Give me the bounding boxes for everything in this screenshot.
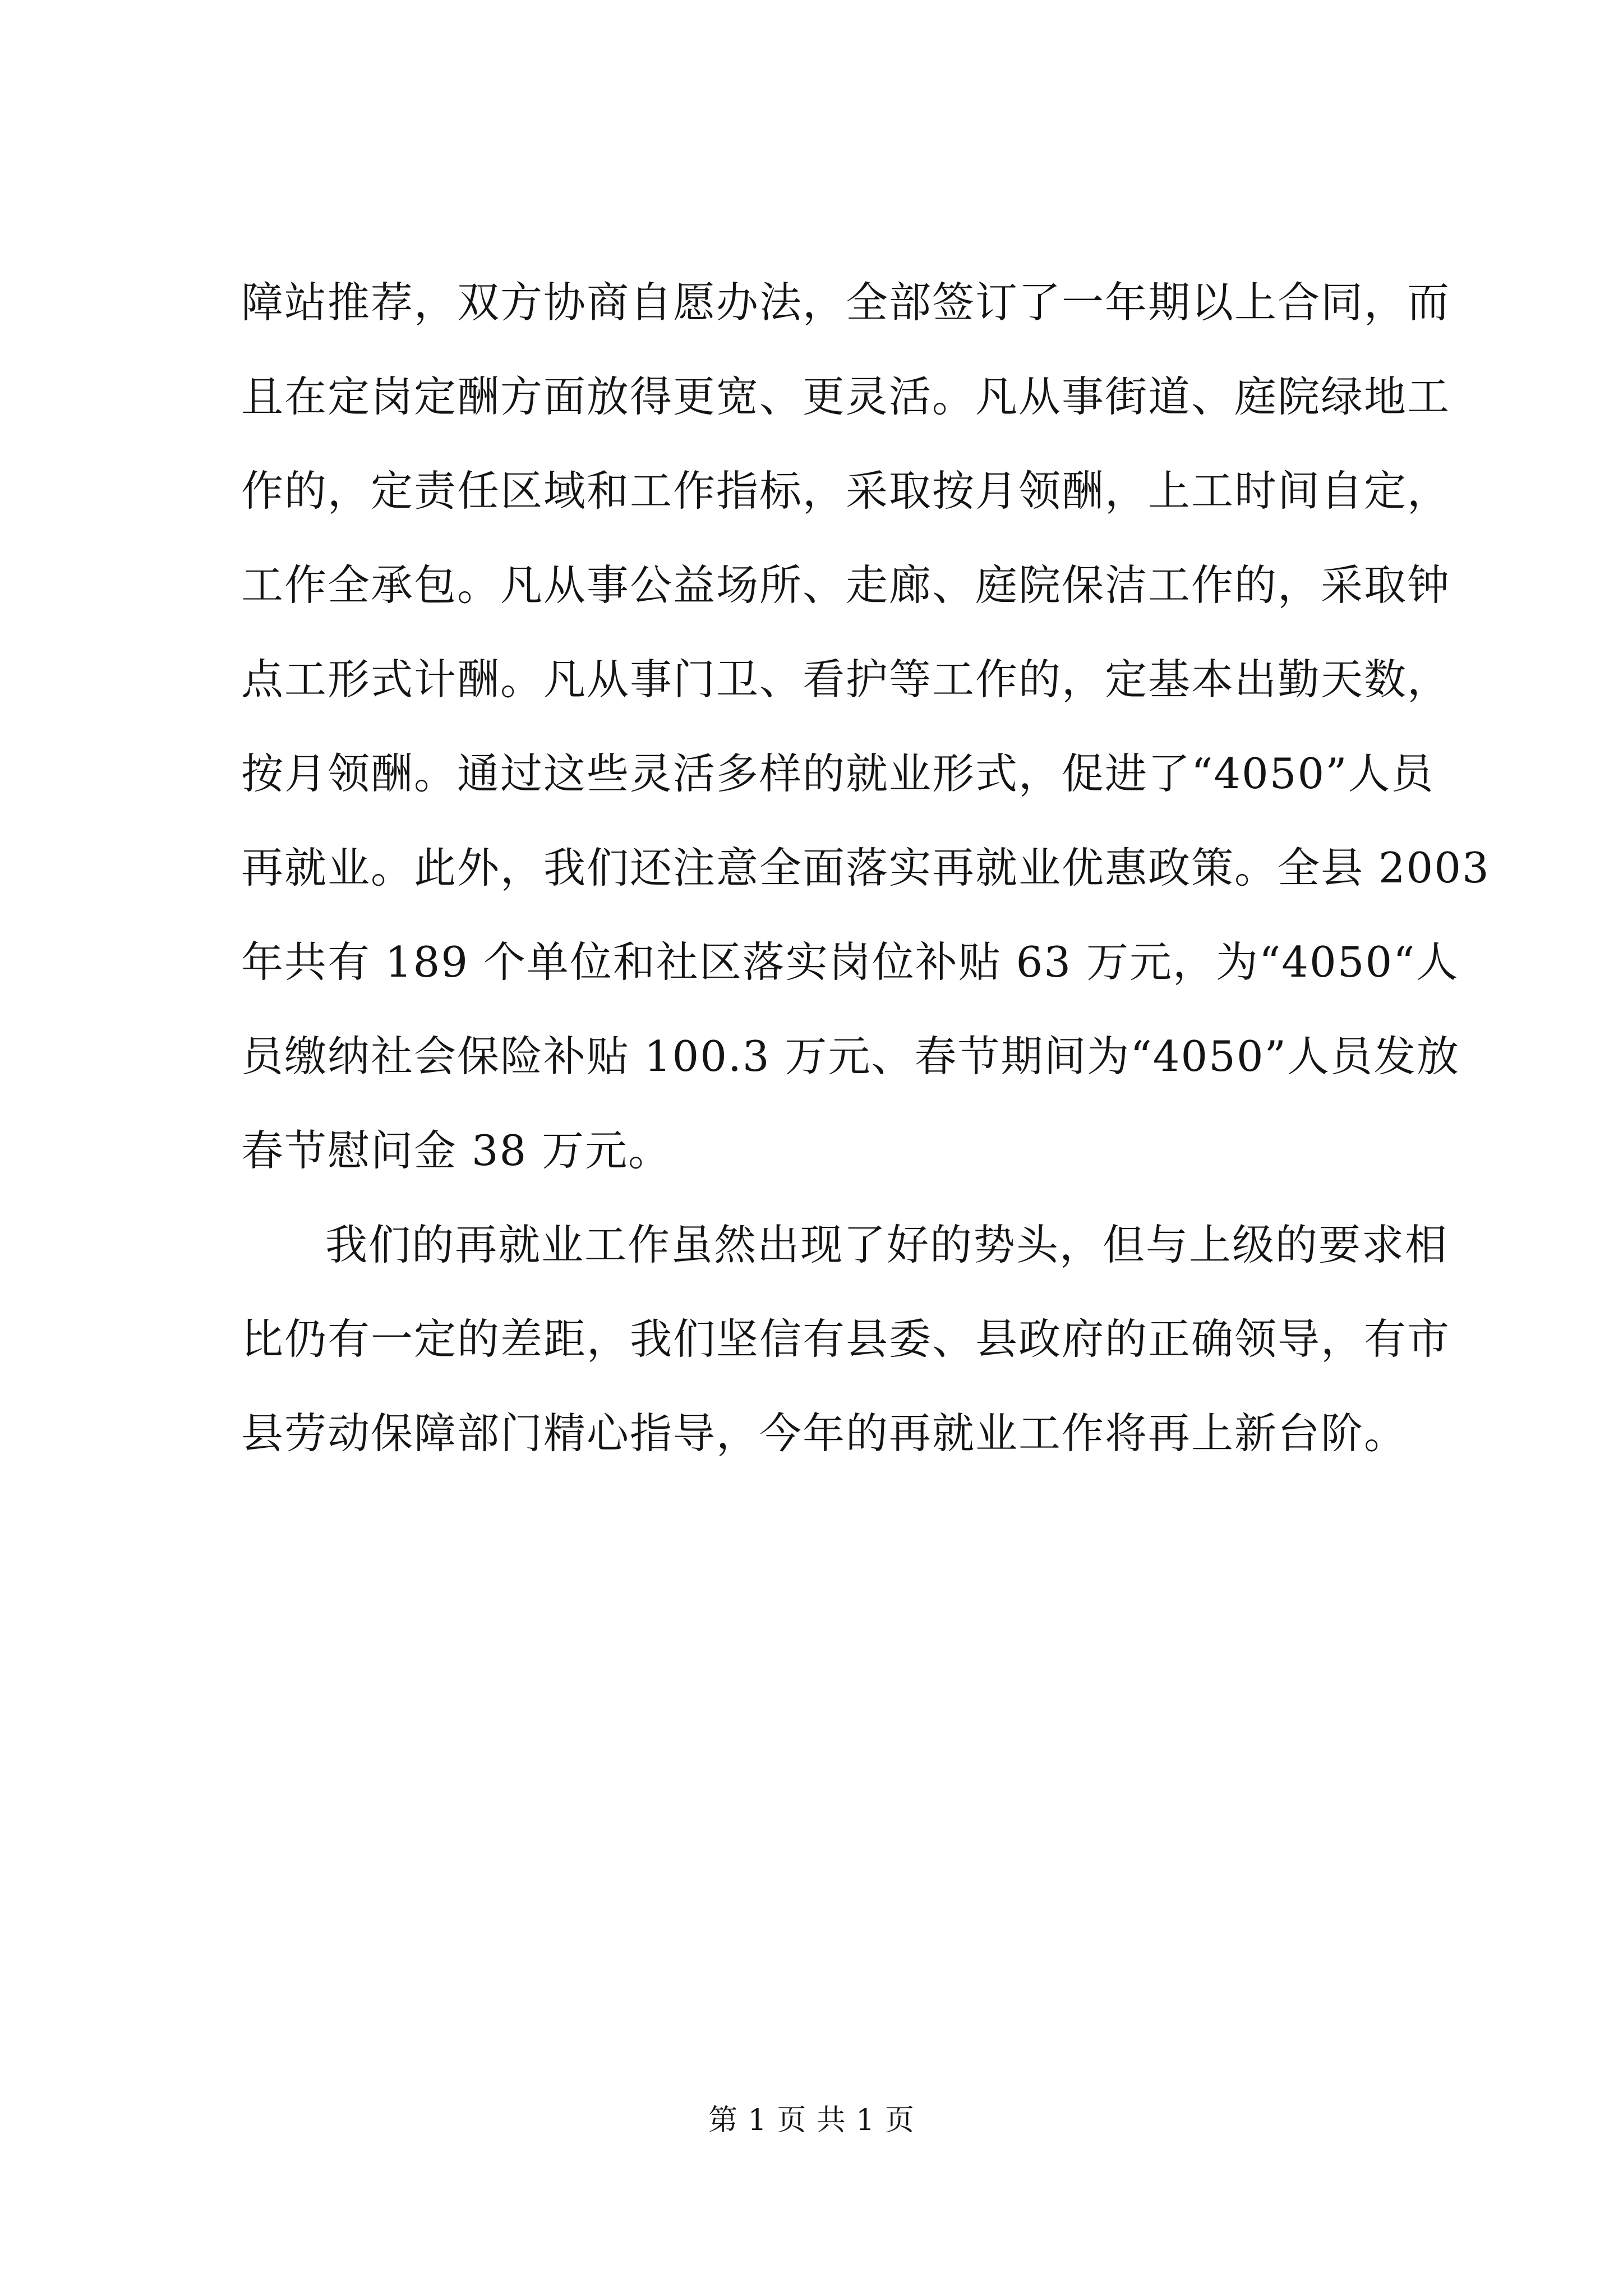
text-line: 且在定岗定酬方面放得更宽、更灵活。凡从事街道、庭院绿地工: [241, 372, 1451, 421]
page-number-footer: 第 1 页 共 1 页: [708, 2104, 915, 2137]
text-line: 作的，定责任区域和工作指标，采取按月领酬，上工时间自定，: [241, 466, 1451, 516]
document-body: [241, 255, 1490, 1480]
text-line: 我们的再就业工作虽然出现了好的势头，但与上级的要求相: [325, 1220, 1449, 1269]
text-line: 春节慰问金 38 万元。: [241, 1126, 672, 1175]
text-line: 点工形式计酬。凡从事门卫、看护等工作的，定基本出勤天数，: [241, 655, 1451, 704]
paragraph-1: [241, 255, 1490, 1198]
text-line: 再就业。此外，我们还注意全面落实再就业优惠政策。全县 2003: [241, 843, 1490, 892]
text-line: 年共有 189 个单位和社区落实岗位补贴 63 万元，为“4050“人: [241, 937, 1459, 987]
text-line: 员缴纳社会保险补贴 100.3 万元、春节期间为“4050”人员发放: [241, 1032, 1460, 1081]
text-line: 障站推荐，双方协商自愿办法，全部签订了一年期以上合同，而: [241, 278, 1451, 327]
paragraph-2: [241, 1198, 1451, 1480]
text-line: 按月领酬。通过这些灵活多样的就业形式，促进了“4050”人员: [241, 749, 1435, 798]
text-line: 比仍有一定的差距，我们坚信有县委、县政府的正确领导，有市: [241, 1314, 1451, 1364]
text-line: 工作全承包。凡从事公益场所、走廊、庭院保洁工作的，采取钟: [241, 560, 1451, 610]
text-line: 县劳动保障部门精心指导，今年的再就业工作将再上新台阶。: [241, 1409, 1408, 1458]
